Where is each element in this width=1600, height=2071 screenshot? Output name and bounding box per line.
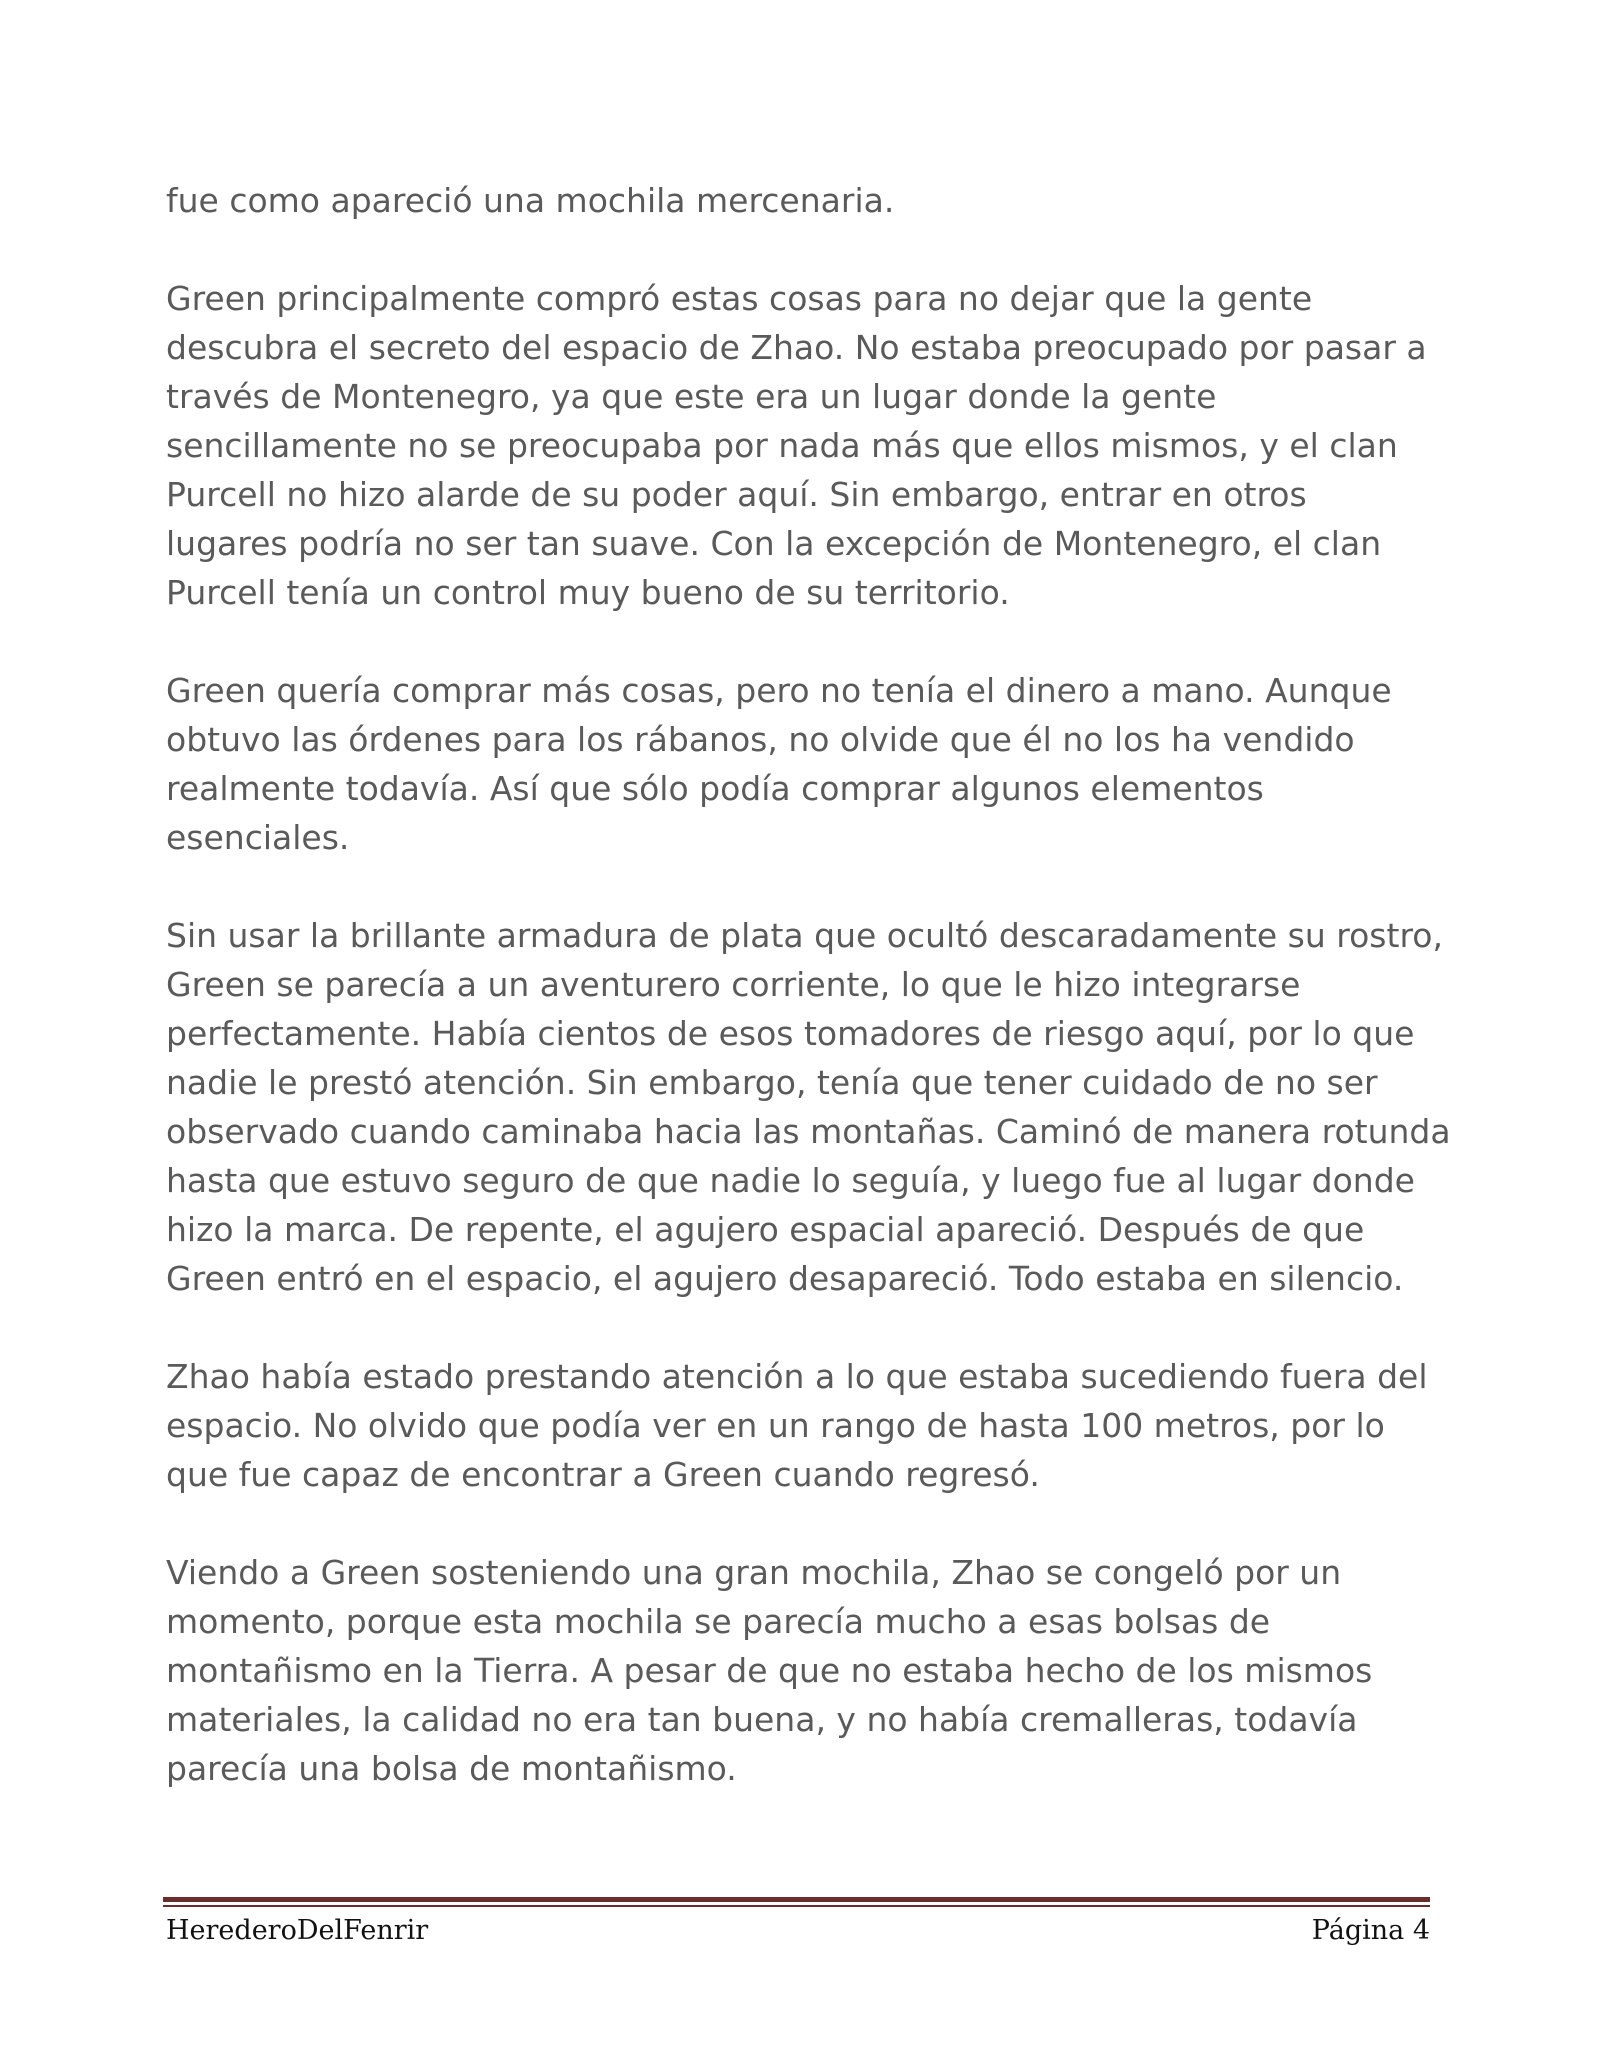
text-line: parecía una bolsa de montañismo. (166, 1749, 737, 1788)
text-line: Purcell tenía un control muy bueno de su territorio. (166, 573, 1010, 612)
text-line: espacio. No olvido que podía ver en un rango de hasta 100 metros, por lo (166, 1406, 1385, 1445)
paragraph-gap (166, 225, 1456, 274)
paragraph-gap (166, 862, 1456, 911)
text-line: sencillamente no se preocupaba por nada más que ellos mismos, y el clan (166, 426, 1398, 465)
paragraph-6 (166, 1548, 1456, 1793)
text-line: que fue capaz de encontrar a Green cuando regresó. (166, 1455, 1040, 1494)
text-line: Purcell no hizo alarde de su poder aquí. Sin embargo, entrar en otros (166, 475, 1307, 514)
text-line: Green quería comprar más cosas, pero no tenía el dinero a mano. Aunque (166, 671, 1392, 710)
paragraph-1 (166, 176, 1456, 225)
text-line: lugares podría no ser tan suave. Con la excepción de Montenegro, el clan (166, 524, 1382, 563)
paragraph-gap (166, 1303, 1456, 1352)
text-line: materiales, la calidad no era tan buena, y no había cremalleras, todavía (166, 1700, 1358, 1739)
paragraph-gap (166, 617, 1456, 666)
text-line: esenciales. (166, 818, 350, 857)
footer-divider-thin (163, 1905, 1430, 1907)
text-line: través de Montenegro, ya que este era un lugar donde la gente (166, 377, 1217, 416)
footer-page-number: Página 4 (1311, 1915, 1430, 1946)
text-line: montañismo en la Tierra. A pesar de que no estaba hecho de los mismos (166, 1651, 1373, 1690)
text-line: Green se parecía a un aventurero corriente, lo que le hizo integrarse (166, 965, 1301, 1004)
body-text (166, 176, 1456, 1793)
text-line: hizo la marca. De repente, el agujero espacial apareció. Después de que (166, 1210, 1365, 1249)
paragraph-2 (166, 274, 1456, 617)
paragraph-3 (166, 666, 1456, 862)
text-line: nadie le prestó atención. Sin embargo, tenía que tener cuidado de no ser (166, 1063, 1378, 1102)
text-line: fue como apareció una mochila mercenaria. (166, 181, 895, 220)
text-line: Zhao había estado prestando atención a lo que estaba sucediendo fuera del (166, 1357, 1428, 1396)
text-line: Sin usar la brillante armadura de plata que ocultó descaradamente su rostro, (166, 916, 1443, 955)
paragraph-4 (166, 911, 1456, 1303)
paragraph-gap (166, 1499, 1456, 1548)
text-line: obtuvo las órdenes para los rábanos, no olvide que él no los ha vendido (166, 720, 1355, 759)
text-line: Green principalmente compró estas cosas para no dejar que la gente (166, 279, 1313, 318)
text-line: perfectamente. Había cientos de esos tomadores de riesgo aquí, por lo que (166, 1014, 1415, 1053)
text-line: realmente todavía. Así que sólo podía comprar algunos elementos (166, 769, 1264, 808)
footer-author: HerederoDelFenrir (166, 1915, 429, 1946)
text-line: momento, porque esta mochila se parecía mucho a esas bolsas de (166, 1602, 1271, 1641)
text-line: Green entró en el espacio, el agujero desapareció. Todo estaba en silencio. (166, 1259, 1404, 1298)
footer-divider (163, 1897, 1430, 1902)
paragraph-5 (166, 1352, 1456, 1499)
text-line: hasta que estuvo seguro de que nadie lo seguía, y luego fue al lugar donde (166, 1161, 1415, 1200)
text-line: Viendo a Green sosteniendo una gran mochila, Zhao se congeló por un (166, 1553, 1342, 1592)
text-line: observado cuando caminaba hacia las montañas. Caminó de manera rotunda (166, 1112, 1451, 1151)
text-line: descubra el secreto del espacio de Zhao. No estaba preocupado por pasar a (166, 328, 1427, 367)
